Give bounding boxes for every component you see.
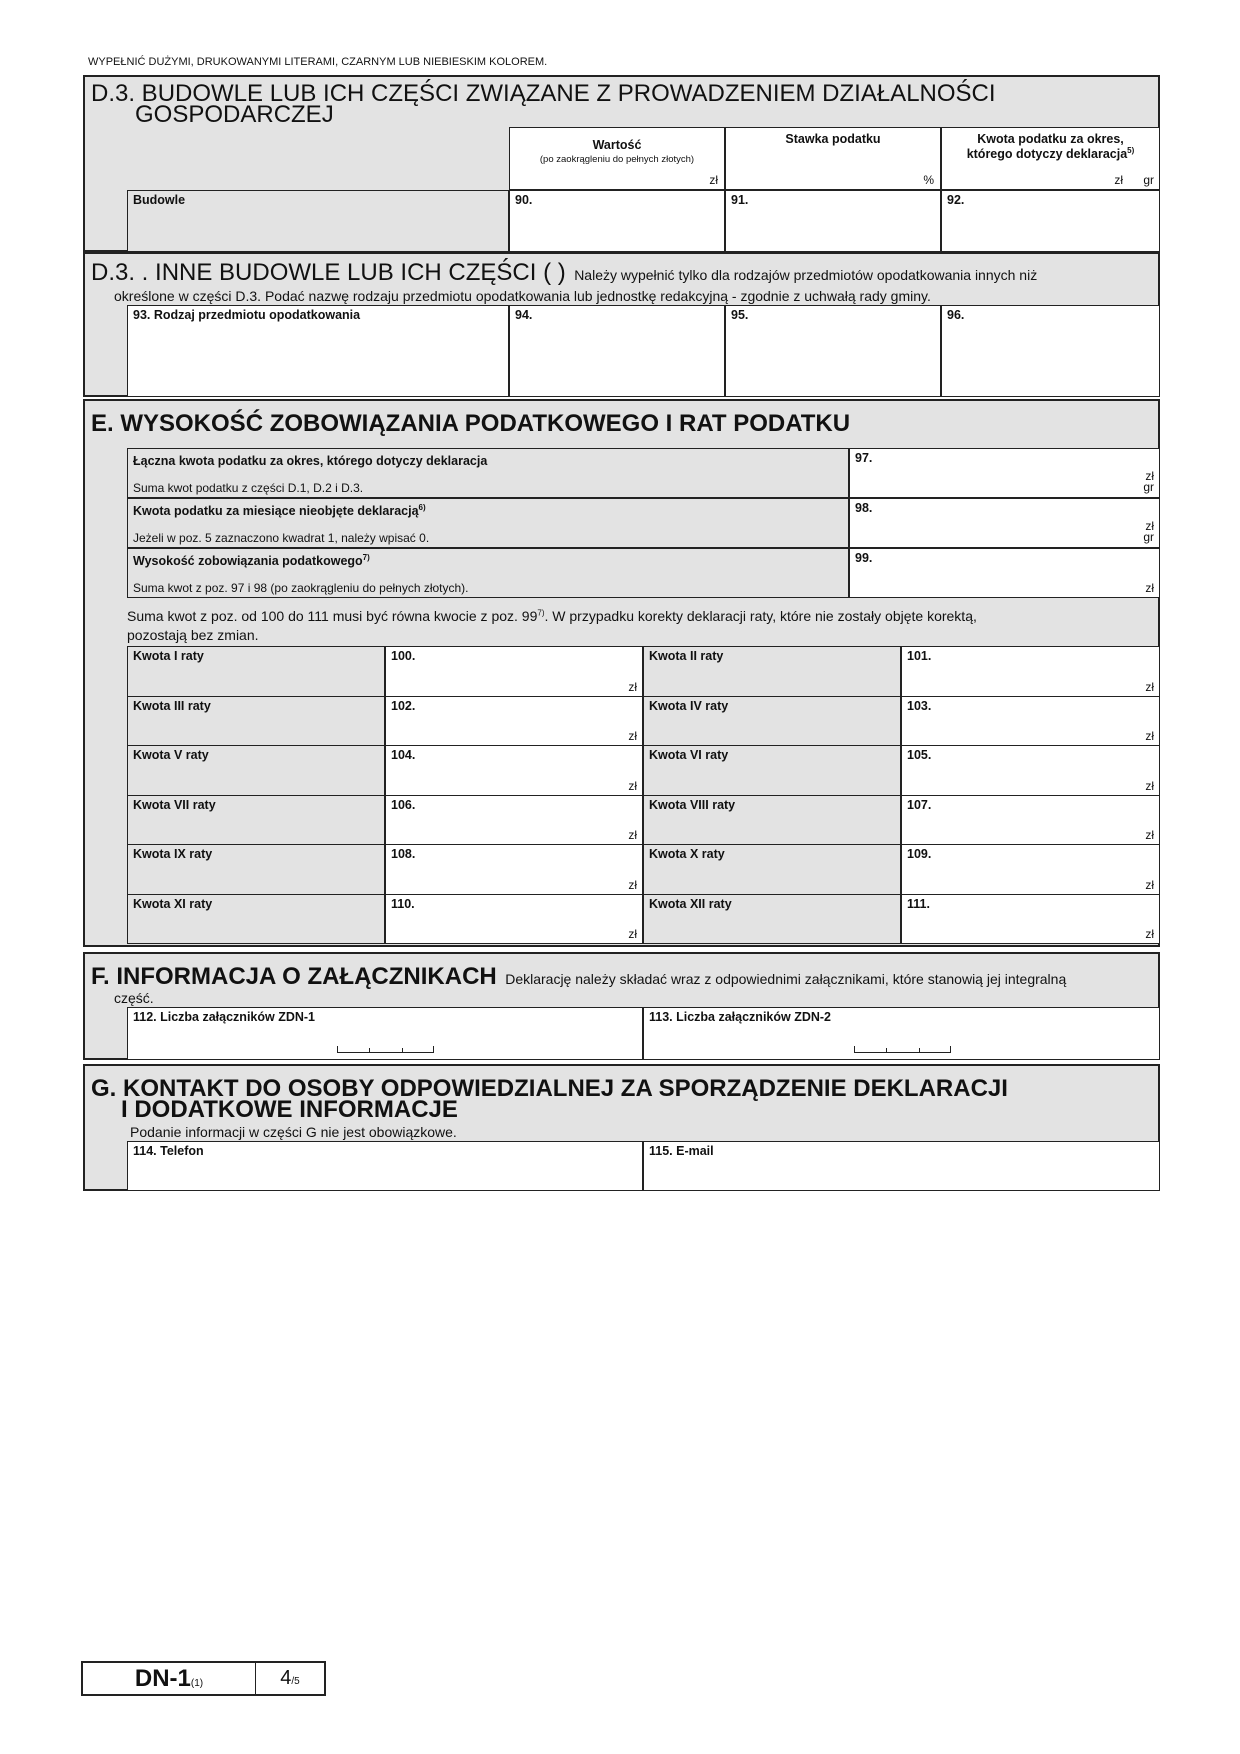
field-97[interactable]: 97. zł gr (849, 448, 1160, 498)
form-code: DN-1(1) (134, 1665, 204, 1692)
field-96[interactable]: 96. (941, 305, 1160, 397)
column-header-rate-unit: % (923, 173, 934, 187)
section-f (83, 952, 1160, 1060)
section-f-heading (91, 963, 1067, 990)
installment-field[interactable]: 103. zł (901, 696, 1160, 747)
installment-label: Kwota XI raty (127, 894, 385, 945)
column-header-tax-unit-gr: gr (1143, 173, 1154, 187)
installment-unit: zł (628, 679, 637, 694)
installment-field[interactable]: 107. zł (901, 795, 1160, 846)
section-d3-other-note-line2: określone w części D.3. Podać nazwę rodzaju przedmiotu opodatkowania lub jednostkę redakcyjną - zgodnie z uchwałą rady gminy. (114, 288, 931, 304)
installment-label: Kwota III raty (127, 696, 385, 747)
section-g-note: Podanie informacji w części G nie jest obowiązkowe. (130, 1124, 457, 1140)
field-92[interactable]: 92. (941, 190, 1160, 252)
column-header-rate-label: Stawka podatku (785, 132, 881, 146)
section-d3-title-line1: D.3. BUDOWLE LUB ICH CZĘŚCI ZWIĄZANE Z PROWADZENIEM DZIAŁALNOŚCI (91, 80, 996, 107)
installment-label: Kwota VI raty (643, 745, 901, 796)
installment-field[interactable]: 108. zł (385, 844, 643, 895)
installment-unit: zł (628, 729, 637, 743)
installment-unit: zł (628, 877, 637, 892)
installment-field[interactable]: 111. zł (901, 894, 1160, 945)
section-d3-other-heading (91, 259, 1038, 286)
column-header-tax (941, 127, 1160, 190)
field-94[interactable]: 94. (509, 305, 725, 397)
installments-sum-note-line2: pozostają bez zmian. (127, 627, 259, 643)
installment-field[interactable]: 101. zł (901, 646, 1160, 697)
column-header-rate (725, 127, 941, 190)
summary-row-note-99: Suma kwot z poz. 97 i 98 (po zaokrągleniu do pełnych złotych). (133, 581, 469, 595)
installment-field[interactable]: 106. zł (385, 795, 643, 846)
column-header-value (509, 127, 725, 190)
installment-label: Kwota VIII raty (643, 795, 901, 846)
installment-label: Kwota I raty (127, 646, 385, 697)
installment-field[interactable]: 110. zł (385, 894, 643, 945)
installment-field[interactable]: 102. zł (385, 696, 643, 747)
field-93-object-type[interactable]: 93. Rodzaj przedmiotu opodatkowania (127, 305, 509, 397)
field-98[interactable]: 98. zł gr (849, 498, 1160, 548)
field-95[interactable]: 95. (725, 305, 941, 397)
installment-label: Kwota XII raty (643, 894, 901, 945)
field-90[interactable]: 90. (509, 190, 725, 252)
column-header-value-label: Wartość (592, 138, 642, 152)
section-g-title-line1: G. KONTAKT DO OSOBY ODPOWIEDZIALNEJ ZA SPORZĄDZENIE DEKLARACJI (91, 1075, 1008, 1102)
summary-row-label-97: Łączna kwota podatku za okres, którego dotyczy deklaracja Suma kwot podatku z części D.1, D.2 i D.3. (127, 448, 849, 498)
installment-field[interactable]: 104. zł (385, 745, 643, 796)
page-number: 4/5 (280, 1667, 300, 1689)
installment-label: Kwota X raty (643, 844, 901, 895)
installment-field[interactable]: 109. zł (901, 844, 1160, 895)
installment-unit: zł (1145, 828, 1154, 842)
installment-unit: zł (1145, 729, 1154, 743)
section-e-title: E. WYSOKOŚĆ ZOBOWIĄZANIA PODATKOWEGO I RAT PODATKU (91, 410, 851, 437)
form-footer (81, 1661, 326, 1696)
section-g (83, 1064, 1160, 1191)
installment-unit: zł (1145, 778, 1154, 793)
zdn2-count-boxes (854, 1046, 951, 1053)
section-d3 (83, 75, 1160, 252)
section-f-title: F. INFORMACJA O ZAŁĄCZNIKACH (91, 963, 497, 990)
section-d3-title-line2: GOSPODARCZEJ (135, 101, 334, 128)
section-d3-other-note-line1: Należy wypełnić tylko dla rodzajów przedmiotów opodatkowania innych niż (574, 267, 1038, 283)
summary-row-note-97: Suma kwot podatku z części D.1, D.2 i D.3. (133, 481, 364, 495)
field-99[interactable]: 99. zł (849, 548, 1160, 598)
field-91[interactable]: 91. (725, 190, 941, 252)
summary-row-label-98: Kwota podatku za miesiące nieobjęte deklaracją$^{6)}$ Jeżeli w poz. 5 zaznaczono kwadrat 1, należy wpisać 0. (127, 498, 849, 548)
section-f-note-line2: część. (114, 990, 154, 1006)
column-header-value-sub: (po zaokrągleniu do pełnych złotych) (539, 154, 695, 165)
section-d3-other-title: D.3. . INNE BUDOWLE LUB ICH CZĘŚCI ( ) (91, 259, 566, 286)
column-header-value-unit: zł (709, 173, 718, 187)
installment-unit: zł (628, 828, 637, 842)
installment-field[interactable]: 100. zł (385, 646, 643, 697)
installment-unit: zł (1145, 877, 1154, 892)
column-header-tax-unit-zl: zł (1114, 173, 1123, 187)
row-label-budowle: Budowle (127, 190, 509, 252)
section-e (83, 399, 1160, 947)
section-g-title-line2: I DODATKOWE INFORMACJE (121, 1096, 458, 1123)
installment-unit: zł (1145, 927, 1154, 941)
installment-unit: zł (1145, 679, 1154, 694)
zdn1-count-boxes (337, 1046, 434, 1053)
section-f-note-line1: Deklarację należy składać wraz z odpowiednimi załącznikami, które stanowią jej integralną (505, 971, 1067, 987)
installments-sum-note: Suma kwot z poz. od 100 do 111 musi być równa kwocie z poz. 99$^{7)}$. W przypadku korekty deklaracji raty, które nie zostały objęte korektą, (127, 608, 977, 624)
summary-rows (127, 448, 1160, 598)
field-115-email[interactable]: 115. E-mail (643, 1141, 1160, 1191)
column-header-tax-line2: którego dotyczy deklaracja$^{5)}$ (966, 146, 1135, 162)
section-d3-other (83, 252, 1160, 397)
column-header-tax-line1: Kwota podatku za okres, (977, 132, 1124, 146)
installment-label: Kwota IX raty (127, 844, 385, 895)
field-113-zdn2-count[interactable]: 113. Liczba załączników ZDN-2 (643, 1007, 1160, 1060)
installment-label: Kwota II raty (643, 646, 901, 697)
installment-unit: zł (628, 778, 637, 793)
installment-label: Kwota V raty (127, 745, 385, 796)
field-112-zdn1-count[interactable]: 112. Liczba załączników ZDN-1 (127, 1007, 643, 1060)
installments-grid (127, 646, 1160, 946)
summary-row-label-99: Wysokość zobowiązania podatkowego$^{7)}$ Suma kwot z poz. 97 i 98 (po zaokrągleniu do pełnych złotych). (127, 548, 849, 598)
installment-label: Kwota VII raty (127, 795, 385, 846)
summary-row-note-98: Jeżeli w poz. 5 zaznaczono kwadrat 1, należy wpisać 0. (133, 531, 430, 545)
fill-instruction: WYPEŁNIĆ DUŻYMI, DRUKOWANYMI LITERAMI, CZARNYM LUB NIEBIESKIM KOLOREM. (88, 56, 548, 68)
installment-field[interactable]: 105. zł (901, 745, 1160, 796)
field-114-phone[interactable]: 114. Telefon (127, 1141, 643, 1191)
installment-label: Kwota IV raty (643, 696, 901, 747)
installment-unit: zł (628, 927, 637, 941)
